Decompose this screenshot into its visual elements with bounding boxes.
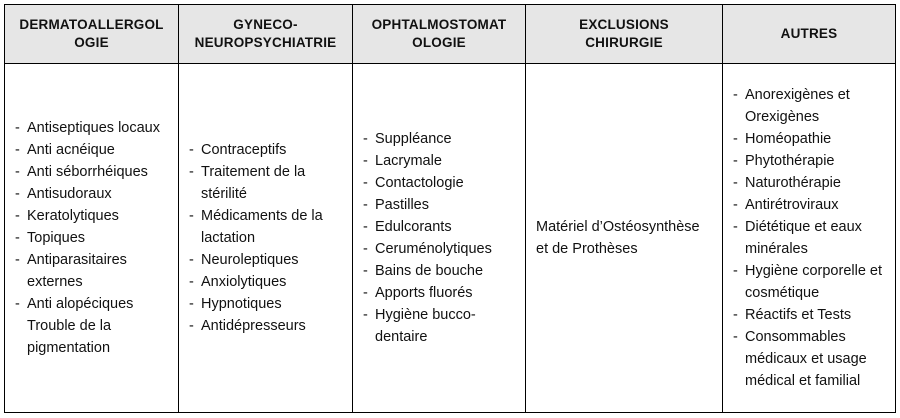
list-item: - Antiparasitaires externes [15,249,172,293]
header-text: NEUROPSYCHIATRIE [194,35,337,50]
header-text: EXCLUSIONS [579,17,669,32]
list-item: - Hypnotiques [189,293,346,315]
list-item: - Phytothérapie [733,150,889,172]
list-item: - Antirétroviraux [733,194,889,216]
list-item: - Topiques [15,227,172,249]
header-dermatoallergologie [5,5,179,64]
list-item: - Anxiolytiques [189,271,346,293]
cell-autres [723,64,896,413]
list-item: - Naturothérapie [733,172,889,194]
list-item: - Lacrymale [363,150,519,172]
header-text: OPHTALMOSTOMAT [371,17,507,32]
header-text: GYNECO- [233,17,298,32]
cell-dermatoallergologie [5,64,179,413]
cell-exclusions-chirurgie [526,64,723,413]
list-item: - Diététique et eaux minérales [733,216,889,260]
list-item: - Anti séborrhéiques [15,161,172,183]
list-item: - Bains de bouche [363,260,519,282]
list-item: - Ceruménolytiques [363,238,519,260]
header-exclusions-chirurgie [526,5,723,64]
header-gyneco-neuropsychiatrie [179,5,353,64]
list-item: - Hygiène corporelle et cosmétique [733,260,889,304]
list-item: - Réactifs et Tests [733,304,889,326]
list-item: - Hygiène bucco-dentaire [363,304,519,348]
list-item: - Anorexigènes et Orexigènes [733,84,889,128]
list-item: - Neuroleptiques [189,249,346,271]
list-ophtalmostomatologie [353,128,525,348]
header-text: OGIE [74,35,109,50]
list-item: - Contactologie [363,172,519,194]
list-item: - Anti acnéique [15,139,172,161]
list-item: - Anti alopéciques Trouble de la pigmentation [15,293,172,359]
list-item: - Edulcorants [363,216,519,238]
header-row [5,5,896,64]
content-row [5,64,896,413]
header-text: DERMATOALLERGOL [19,17,164,32]
header-ophtalmostomatologie [353,5,526,64]
exclusions-chirurgie-text: Matériel d’Ostéosynthèse et de Prothèses [536,219,700,257]
cell-ophtalmostomatologie [353,64,526,413]
list-gyneco-neuropsychiatrie [179,139,352,337]
list-item: - Keratolytiques [15,205,172,227]
cell-gyneco-neuropsychiatrie [179,64,353,413]
list-item: - Antisudoraux [15,183,172,205]
list-item: - Pastilles [363,194,519,216]
header-text: AUTRES [780,26,838,41]
header-text: CHIRURGIE [585,35,663,50]
list-item: - Apports fluorés [363,282,519,304]
exclusions-table [4,4,896,413]
list-autres [723,84,895,392]
list-item: - Antidépresseurs [189,315,346,337]
list-dermatoallergologie [5,117,178,359]
list-item: - Consommables médicaux et usage médical et familial [733,326,889,392]
header-text: OLOGIE [412,35,466,50]
list-item: - Antiseptiques locaux [15,117,172,139]
list-item: - Suppléance [363,128,519,150]
list-item: - Homéopathie [733,128,889,150]
list-item: - Traitement de la stérilité [189,161,346,205]
list-item: - Médicaments de la lactation [189,205,346,249]
list-item: - Contraceptifs [189,139,346,161]
header-autres [723,5,896,64]
